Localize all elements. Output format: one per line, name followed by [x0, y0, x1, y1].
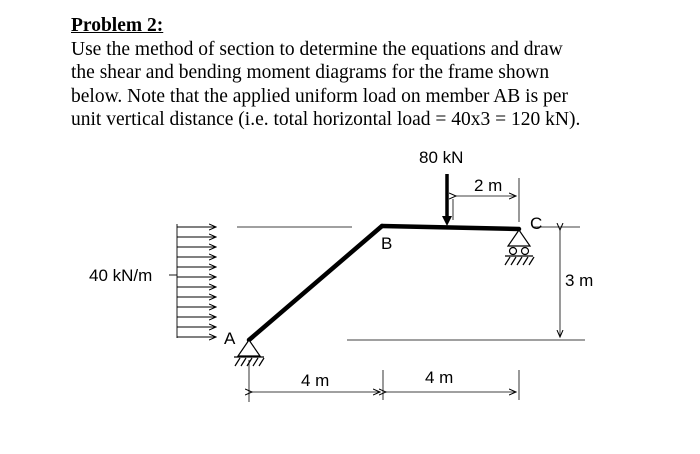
node-b-label: B	[381, 234, 393, 253]
member-ab	[249, 226, 382, 340]
node-a-label: A	[224, 329, 236, 348]
member-bc	[382, 226, 519, 229]
problem-title: Problem 2:	[71, 15, 164, 36]
reference-lines	[237, 178, 585, 402]
dim-3m-label: 3 m	[565, 271, 594, 290]
pin-support-a	[234, 340, 264, 366]
problem-line-4: unit vertical distance (i.e. total horizontal load = 40x3 = 120 kN).	[71, 109, 581, 130]
roller-support-c	[505, 230, 534, 265]
point-load-label: 80 kN	[419, 148, 464, 167]
problem-line-3: below. Note that the applied uniform load on member AB is per	[71, 85, 568, 107]
node-c-label: C	[530, 214, 543, 233]
distributed-load-label: 40 kN/m	[89, 266, 153, 285]
problem-line-2: the shear and bending moment diagrams for the frame shown	[71, 62, 550, 83]
distributed-load	[169, 224, 216, 338]
problem-line-1: Use the method of section to determine the equations and draw	[71, 38, 563, 60]
dim-left-4m-label: 4 m	[301, 371, 330, 390]
dim-2m-label: 2 m	[474, 176, 503, 195]
dim-right-4m-label: 4 m	[425, 368, 454, 387]
